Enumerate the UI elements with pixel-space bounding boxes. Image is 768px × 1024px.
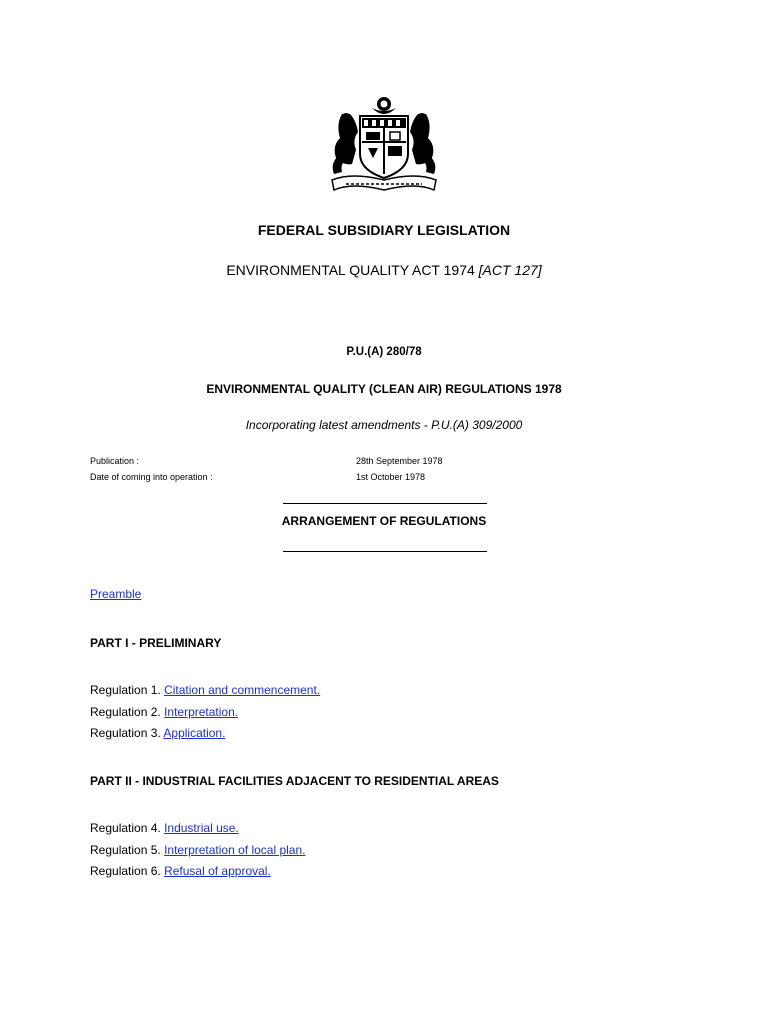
regulation-item bbox=[90, 843, 305, 857]
regulations-title: ENVIRONMENTAL QUALITY (CLEAN AIR) REGULATIONS 1978 bbox=[206, 382, 562, 396]
regulation-item bbox=[90, 705, 238, 719]
legislation-type-heading: FEDERAL SUBSIDIARY LEGISLATION bbox=[257, 222, 511, 238]
regulation-number: Regulation 4. bbox=[90, 821, 161, 835]
operation-date-label: Date of coming into operation : bbox=[90, 472, 213, 482]
regulation-link[interactable]: Interpretation of local plan. bbox=[164, 843, 306, 857]
regulation-number: Regulation 2. bbox=[90, 705, 161, 719]
regulation-link[interactable]: Interpretation. bbox=[164, 705, 239, 719]
regulation-link[interactable]: Citation and commencement. bbox=[164, 683, 321, 697]
regulation-number: Regulation 5. bbox=[90, 843, 161, 857]
preamble-link[interactable]: Preamble bbox=[90, 587, 142, 601]
coat-of-arms-emblem bbox=[322, 94, 446, 194]
regulation-item bbox=[90, 864, 271, 878]
act-title bbox=[0, 262, 768, 278]
regulation-number: Regulation 6. bbox=[90, 864, 161, 878]
regulation-number: Regulation 1. bbox=[90, 683, 161, 697]
divider-top bbox=[283, 503, 487, 504]
act-reference: [ACT 127] bbox=[478, 262, 542, 278]
part-heading: PART I - PRELIMINARY bbox=[90, 636, 222, 650]
publication-label: Publication : bbox=[90, 456, 140, 466]
amendments-note: Incorporating latest amendments - P.U.(A) 309/2000 bbox=[245, 418, 523, 432]
publication-value: 28th September 1978 bbox=[356, 456, 443, 466]
operation-date-value: 1st October 1978 bbox=[356, 472, 426, 482]
part-heading: PART II - INDUSTRIAL FACILITIES ADJACENT TO RESIDENTIAL AREAS bbox=[90, 774, 499, 788]
pua-number: P.U.(A) 280/78 bbox=[346, 346, 422, 358]
regulation-number: Regulation 3. bbox=[90, 726, 161, 740]
regulation-item bbox=[90, 821, 239, 835]
divider-bottom bbox=[283, 551, 487, 552]
regulation-link[interactable]: Application. bbox=[163, 726, 226, 740]
regulation-link[interactable]: Refusal of approval. bbox=[164, 864, 271, 878]
arrangement-heading: ARRANGEMENT OF REGULATIONS bbox=[281, 514, 487, 528]
act-title-text: ENVIRONMENTAL QUALITY ACT 1974 bbox=[226, 262, 479, 278]
coat-of-arms-icon bbox=[322, 94, 446, 194]
regulation-item bbox=[90, 726, 225, 740]
regulation-link[interactable]: Industrial use. bbox=[164, 821, 239, 835]
regulation-item bbox=[90, 683, 320, 697]
